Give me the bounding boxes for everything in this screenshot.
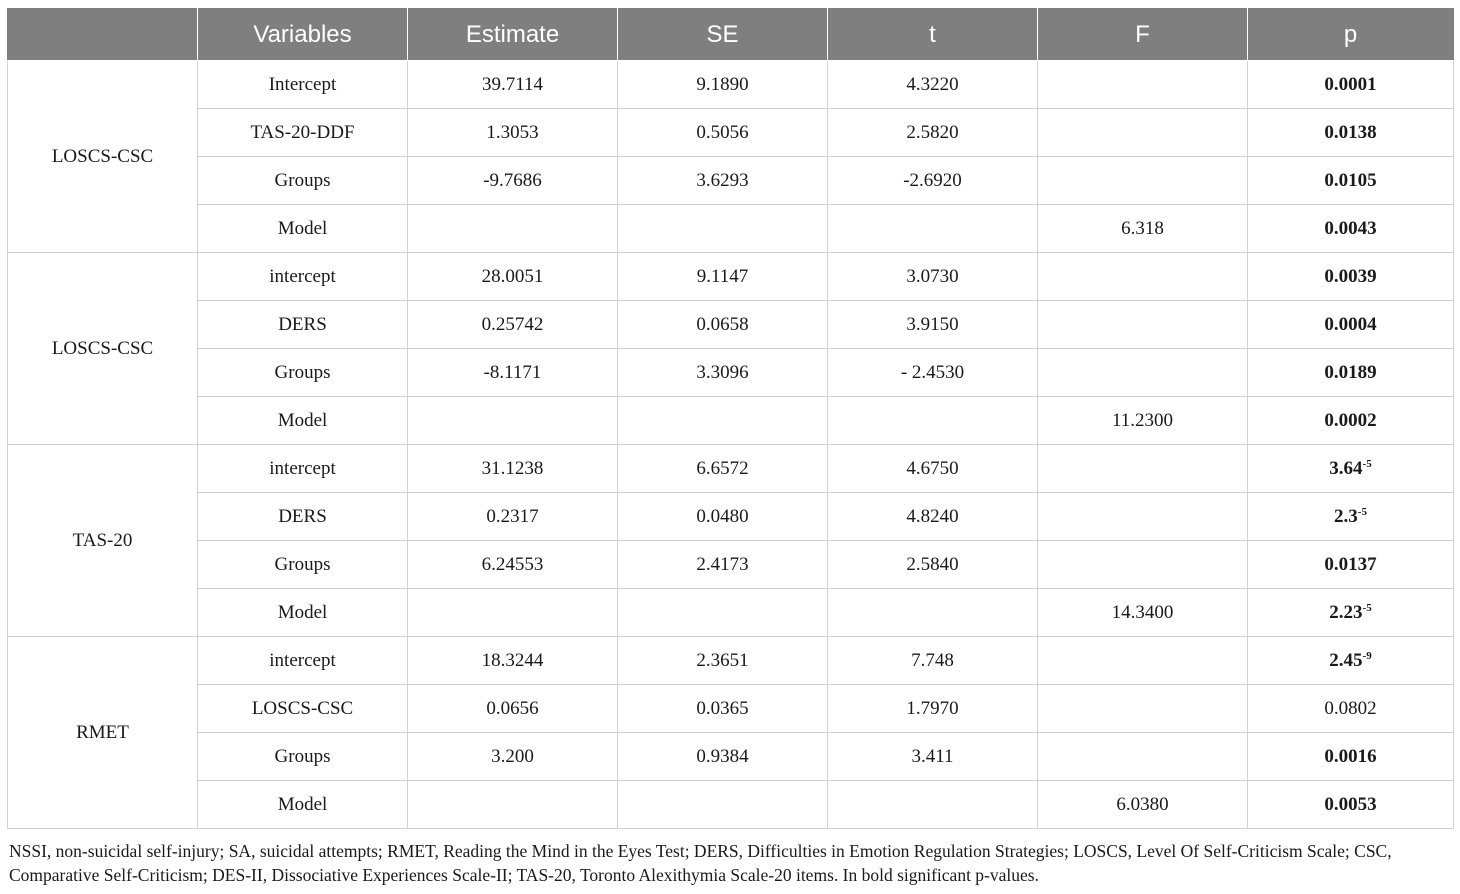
cell-p	[1248, 493, 1454, 541]
table-row	[8, 253, 1454, 301]
cell-variable: intercept	[198, 445, 408, 493]
cell-p	[1248, 589, 1454, 637]
p-value: 0.0105	[1324, 169, 1377, 191]
p-value: 0.0004	[1324, 313, 1377, 335]
cell-f: 11.2300	[1038, 397, 1248, 445]
cell-estimate: 3.200	[408, 733, 618, 781]
table-row	[8, 541, 1454, 589]
cell-se: 0.9384	[618, 733, 828, 781]
cell-variable: Intercept	[198, 61, 408, 109]
cell-t	[828, 397, 1038, 445]
table-row	[8, 445, 1454, 493]
cell-p	[1248, 253, 1454, 301]
table-row	[8, 781, 1454, 829]
cell-estimate: 0.0656	[408, 685, 618, 733]
cell-estimate: -8.1171	[408, 349, 618, 397]
cell-variable: LOSCS-CSC	[198, 685, 408, 733]
table-footnote: NSSI, non-suicidal self-injury; SA, suicidal attempts; RMET, Reading the Mind in the Eyes Test; DERS, Difficulties in Emotion Regulation Strategies; LOSCS, Level Of Self-Criticism Scale; CSC, Comparative Self-Criticism; DES-II, Dissociative Experiences Scale-II; TAS-20, Toronto Alexithymia Scale-20 items. In bold significant p-values.	[9, 841, 1392, 885]
p-value: 0.0189	[1324, 361, 1377, 383]
cell-se: 0.0365	[618, 685, 828, 733]
cell-p	[1248, 61, 1454, 109]
cell-p	[1248, 301, 1454, 349]
cell-se: 2.3651	[618, 637, 828, 685]
cell-f	[1038, 541, 1248, 589]
header-t: t	[828, 9, 1038, 61]
cell-estimate: 39.7114	[408, 61, 618, 109]
cell-se	[618, 781, 828, 829]
cell-f	[1038, 445, 1248, 493]
p-exponent: -5	[1357, 505, 1367, 518]
cell-p	[1248, 205, 1454, 253]
cell-se	[618, 589, 828, 637]
cell-t: 4.6750	[828, 445, 1038, 493]
cell-t: 2.5840	[828, 541, 1038, 589]
cell-estimate: 18.3244	[408, 637, 618, 685]
cell-t: 2.5820	[828, 109, 1038, 157]
cell-estimate	[408, 205, 618, 253]
cell-se: 0.0480	[618, 493, 828, 541]
cell-f	[1038, 493, 1248, 541]
cell-variable: Groups	[198, 733, 408, 781]
cell-estimate	[408, 589, 618, 637]
cell-estimate: 1.3053	[408, 109, 618, 157]
cell-variable: DERS	[198, 493, 408, 541]
cell-estimate: 0.25742	[408, 301, 618, 349]
table-row	[8, 349, 1454, 397]
p-value: 0.0039	[1324, 265, 1377, 287]
cell-variable: intercept	[198, 253, 408, 301]
cell-variable: Groups	[198, 349, 408, 397]
cell-p	[1248, 685, 1454, 733]
p-value: 2.23	[1329, 601, 1363, 623]
cell-p	[1248, 109, 1454, 157]
table-row	[8, 685, 1454, 733]
cell-f	[1038, 61, 1248, 109]
header-variables: Variables	[198, 9, 408, 61]
cell-p	[1248, 157, 1454, 205]
cell-t: - 2.4530	[828, 349, 1038, 397]
p-value: 0.0138	[1324, 121, 1377, 143]
cell-se: 0.0658	[618, 301, 828, 349]
cell-estimate: 31.1238	[408, 445, 618, 493]
cell-variable: Model	[198, 205, 408, 253]
cell-t: 3.9150	[828, 301, 1038, 349]
cell-p	[1248, 637, 1454, 685]
header-empty	[8, 9, 198, 61]
table-body	[8, 61, 1454, 829]
cell-t: 4.8240	[828, 493, 1038, 541]
cell-variable: Model	[198, 781, 408, 829]
regression-table-container	[7, 8, 1453, 829]
cell-estimate: 28.0051	[408, 253, 618, 301]
cell-f	[1038, 109, 1248, 157]
table-row	[8, 157, 1454, 205]
cell-p	[1248, 445, 1454, 493]
table-row	[8, 589, 1454, 637]
cell-variable: DERS	[198, 301, 408, 349]
cell-t: 3.0730	[828, 253, 1038, 301]
cell-estimate	[408, 781, 618, 829]
cell-estimate	[408, 397, 618, 445]
cell-se	[618, 205, 828, 253]
regression-table	[7, 8, 1454, 829]
table-row	[8, 733, 1454, 781]
p-value: 0.0802	[1324, 697, 1377, 719]
p-value: 0.0002	[1324, 409, 1377, 431]
p-exponent: -5	[1362, 601, 1372, 614]
p-value: 0.0016	[1324, 745, 1377, 767]
header-row	[8, 9, 1454, 61]
table-row	[8, 109, 1454, 157]
p-value: 0.0043	[1324, 217, 1377, 239]
p-value: 2.45	[1329, 649, 1363, 671]
cell-p	[1248, 541, 1454, 589]
cell-variable: Groups	[198, 541, 408, 589]
cell-se	[618, 397, 828, 445]
p-value: 2.3	[1334, 505, 1358, 527]
cell-se: 2.4173	[618, 541, 828, 589]
cell-t: 7.748	[828, 637, 1038, 685]
cell-p	[1248, 349, 1454, 397]
cell-variable: Groups	[198, 157, 408, 205]
header-p: p	[1248, 9, 1454, 61]
cell-se: 9.1147	[618, 253, 828, 301]
cell-f: 14.3400	[1038, 589, 1248, 637]
p-value: 0.0053	[1324, 793, 1377, 815]
cell-t: 3.411	[828, 733, 1038, 781]
cell-f	[1038, 637, 1248, 685]
p-value: 0.0001	[1324, 73, 1377, 95]
cell-estimate: 6.24553	[408, 541, 618, 589]
cell-f: 6.0380	[1038, 781, 1248, 829]
cell-f	[1038, 253, 1248, 301]
header-se: SE	[618, 9, 828, 61]
cell-t: -2.6920	[828, 157, 1038, 205]
cell-t: 4.3220	[828, 61, 1038, 109]
p-value: 3.64	[1329, 457, 1363, 479]
cell-f	[1038, 349, 1248, 397]
cell-estimate: 0.2317	[408, 493, 618, 541]
cell-se: 3.6293	[618, 157, 828, 205]
table-row	[8, 205, 1454, 253]
cell-t: 1.7970	[828, 685, 1038, 733]
cell-t	[828, 589, 1038, 637]
cell-se: 0.5056	[618, 109, 828, 157]
cell-se: 3.3096	[618, 349, 828, 397]
group-label: RMET	[8, 637, 198, 829]
cell-t	[828, 781, 1038, 829]
table-row	[8, 397, 1454, 445]
cell-se: 6.6572	[618, 445, 828, 493]
group-label: TAS-20	[8, 445, 198, 637]
cell-se: 9.1890	[618, 61, 828, 109]
cell-variable: TAS-20-DDF	[198, 109, 408, 157]
cell-variable: intercept	[198, 637, 408, 685]
cell-variable: Model	[198, 397, 408, 445]
cell-f	[1038, 301, 1248, 349]
header-f: F	[1038, 9, 1248, 61]
table-row	[8, 637, 1454, 685]
cell-f: 6.318	[1038, 205, 1248, 253]
cell-t	[828, 205, 1038, 253]
p-exponent: -5	[1362, 457, 1372, 470]
group-label: LOSCS-CSC	[8, 61, 198, 253]
cell-variable: Model	[198, 589, 408, 637]
table-row	[8, 493, 1454, 541]
p-exponent: -9	[1362, 649, 1372, 662]
table-row	[8, 61, 1454, 109]
cell-p	[1248, 781, 1454, 829]
cell-estimate: -9.7686	[408, 157, 618, 205]
cell-f	[1038, 157, 1248, 205]
table-row	[8, 301, 1454, 349]
header-estimate: Estimate	[408, 9, 618, 61]
p-value: 0.0137	[1324, 553, 1377, 575]
cell-p	[1248, 397, 1454, 445]
cell-f	[1038, 733, 1248, 781]
cell-p	[1248, 733, 1454, 781]
group-label: LOSCS-CSC	[8, 253, 198, 445]
cell-f	[1038, 685, 1248, 733]
